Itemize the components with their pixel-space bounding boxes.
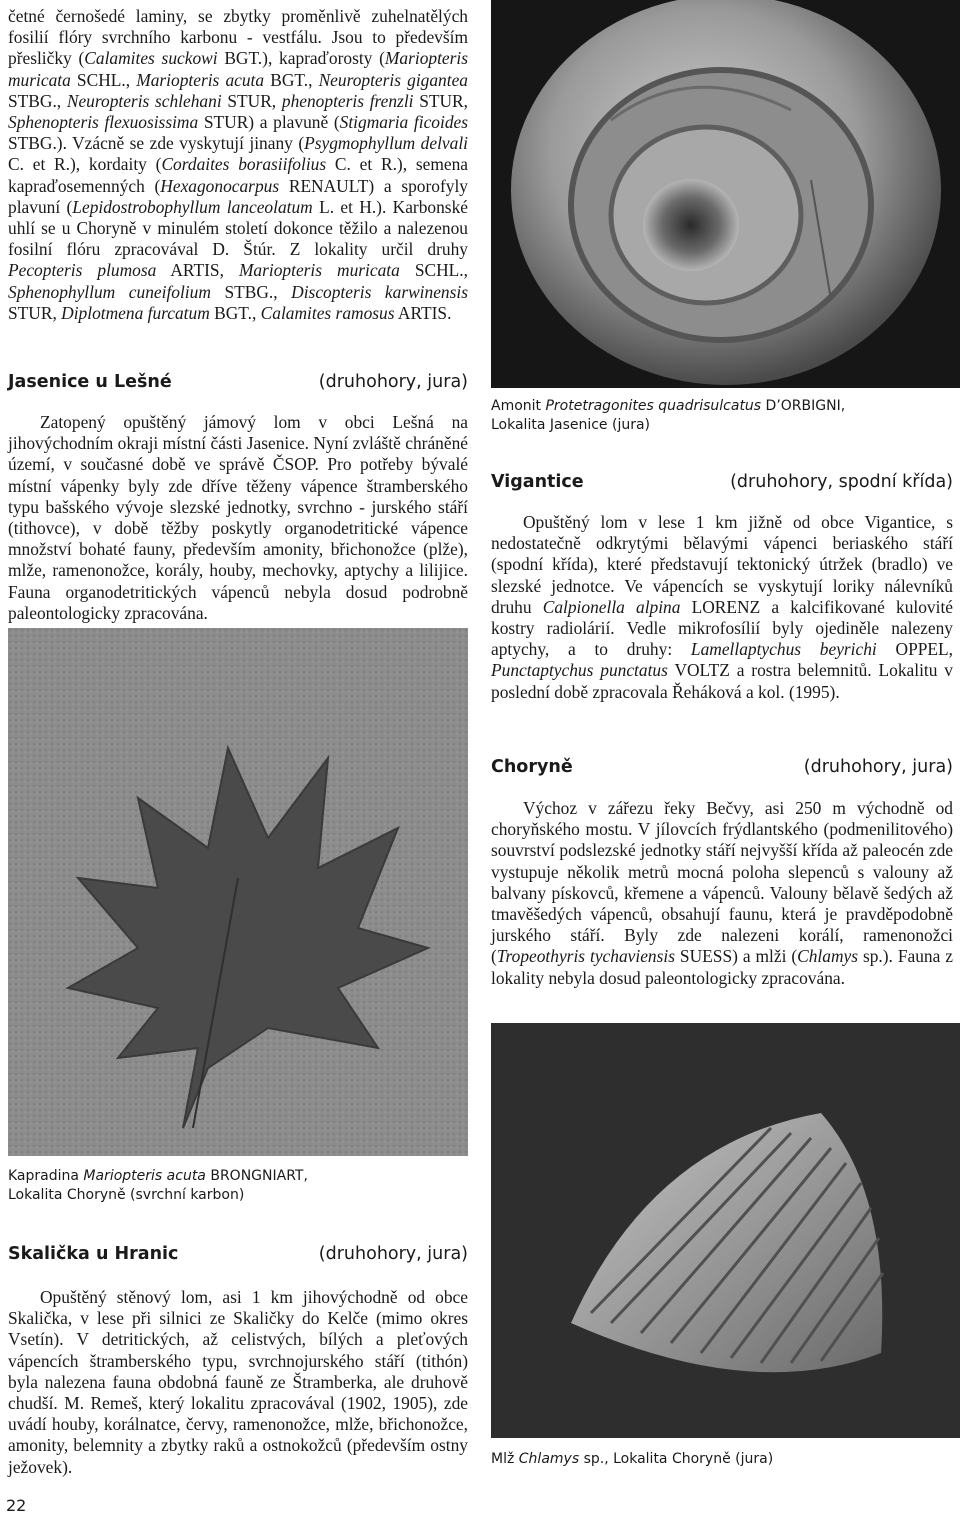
section-title: Jasenice u Lešné: [8, 372, 172, 392]
fern-caption: Kapradina Mariopteris acuta BRONGNIART, Lokalita Choryně (svrchní karbon): [8, 1168, 308, 1203]
ammonite-illustration: [491, 0, 960, 388]
section-era: (druhohory, spodní křída): [730, 472, 953, 492]
vigantice-text: Opuštěný lom v lese 1 km jižně od obce Vigantice, s nedostatečně odkrytými bělavými vápenci beriaského stáří (spodní křída), které představují tektonický útržek (bradlo) ve slezské jednotce. Ve vápencích se vyskytují loriky nálevníků druhu Calpionella alpina LORENZ a kalcifikované kulovité kostry radiolárií. Vedle mikrofosílií byly ojediněle nalezeny aptychy, a to druhy: Lamellaptychus beyrichi OPPEL, Punctaptychus punctatus VOLTZ a rostra belemnitů. Lokalitu v poslední době zpracovala Řeháková a kol. (1995).: [491, 512, 954, 702]
jasenice-text: Zatopený opuštěný jámový lom v obci Lešná na jihovýchodním okraji místní části Jasenice. Nyní zvláště chráněné území, v současné době ve správě ČSOP. Pro potřeby bývalé místní vápenky byly zde dříve těženy vápence štramberského typu bašského vývoje slezské jednotky, svrchno - jurského stáří (tithovce), v době těžby poskytly organodetritické vápence množství bohaté fauny, především amonity, břichonožce (plže), mlže, ramenonožce, korály, houby, mechovky, aptychy a lilijice. Fauna organodetritických vápenců nebyla dosud podrobně paleontologicky zpracována.: [8, 412, 468, 623]
section-title: Choryně: [491, 757, 573, 777]
page-number: 22: [6, 1496, 27, 1515]
heading-choryne: [491, 757, 953, 777]
ammonite-caption: Amonit Protetragonites quadrisulcatus D’ORBIGNI, Lokalita Jasenice (jura): [491, 398, 846, 433]
intro-paragraph: četné černošedé laminy, se zbytky proměnlivě zuhelnatělých fosilií flóry svrchního karbonu - vestfálu. Jsou to především přesličky (Calamites suckowi BGT.), kapraďorosty (Mariopteris muricata SCHL., Mariopteris acuta BGT., Neuropteris gigantea STBG., Neuropteris schlehani STUR, phenopteris frenzli STUR, Sphenopteris flexuosissima STUR) a plavuně (Stigmaria ficoides STBG.). Vzácně se zde vyskytují jinany (Psygmophyllum delvali C. et R.), kordaity (Cordaites borasiifolius C. et R.), semena kapraďosemenných (Hexagonocarpus RENAULT) a sporofyly plavuní (Lepidostrobophyllum lanceolatum L. et H.). Karbonské uhlí se u Choryně v minulém století dokonce těžilo a nalezenou fosilní flóru zpracovával D. Štúr. Z lokality určil druhy Pecopteris plumosa ARTIS, Mariopteris muricata SCHL., Sphenophyllum cuneifolium STBG., Discopteris karwinensis STUR, Diplotmena furcatum BGT., Calamites ramosus ARTIS.: [8, 6, 469, 323]
section-title: Skalička u Hranic: [8, 1244, 179, 1264]
section-era: (druhohory, jura): [318, 1244, 468, 1264]
heading-skalicka: [8, 1244, 468, 1264]
shell-caption: Mlž Chlamys sp., Lokalita Choryně (jura): [491, 1451, 774, 1467]
fern-illustration: [8, 628, 468, 1156]
shell-illustration: [491, 1023, 960, 1438]
section-era: (druhohory, jura): [803, 757, 953, 777]
section-title: Vigantice: [491, 472, 584, 492]
shell-photo: [491, 1023, 960, 1438]
fern-photo: [8, 628, 468, 1156]
heading-vigantice: [491, 472, 953, 492]
skalicka-text: Opuštěný stěnový lom, asi 1 km jihovýchodně od obce Skalička, v lese při silnici ze Skaličky do Kelče (mimo okres Vsetín). V detritických, až celistvých, bílých a pleťových vápencích štramberského typu, svrchnojurského stáří (tithón) byla nalezena fauna obdobná fauně ze Štramberka, ale druhově chudší. M. Remeš, který lokalitu zpracovával (1902, 1905), zde uvádí houby, korálnatce, červy, ramenonožce, mlže, břichonožce, amonity, belemnity a zbytky raků a ostnokožců (především ostny ježovek).: [8, 1287, 468, 1477]
choryne-text: Výchoz v zářezu řeky Bečvy, asi 250 m východně od choryňského mostu. V jílovcích frýdlantského (podmenilitového) souvrství podslezské jednotky stáří nejvyšší křída až paleocén zde vystupuje několik metrů mocná poloha slepenců s valouny až balvany pískovců, křemene a vápenců. Valouny bělavě šedých až tmavěšedých vápenců, obsahují faunu, která je pravděpodobně jurského stáří. Byly zde nalezeni korálí, ramenonožci (Tropeothyris tychaviensis SUESS) a mlži (Chlamys sp.). Fauna z lokality nebyla dosud paleontologicky zpracována.: [491, 798, 953, 988]
heading-jasenice: [8, 372, 468, 392]
ammonite-photo: [491, 0, 960, 388]
section-era: (druhohory, jura): [318, 372, 468, 392]
